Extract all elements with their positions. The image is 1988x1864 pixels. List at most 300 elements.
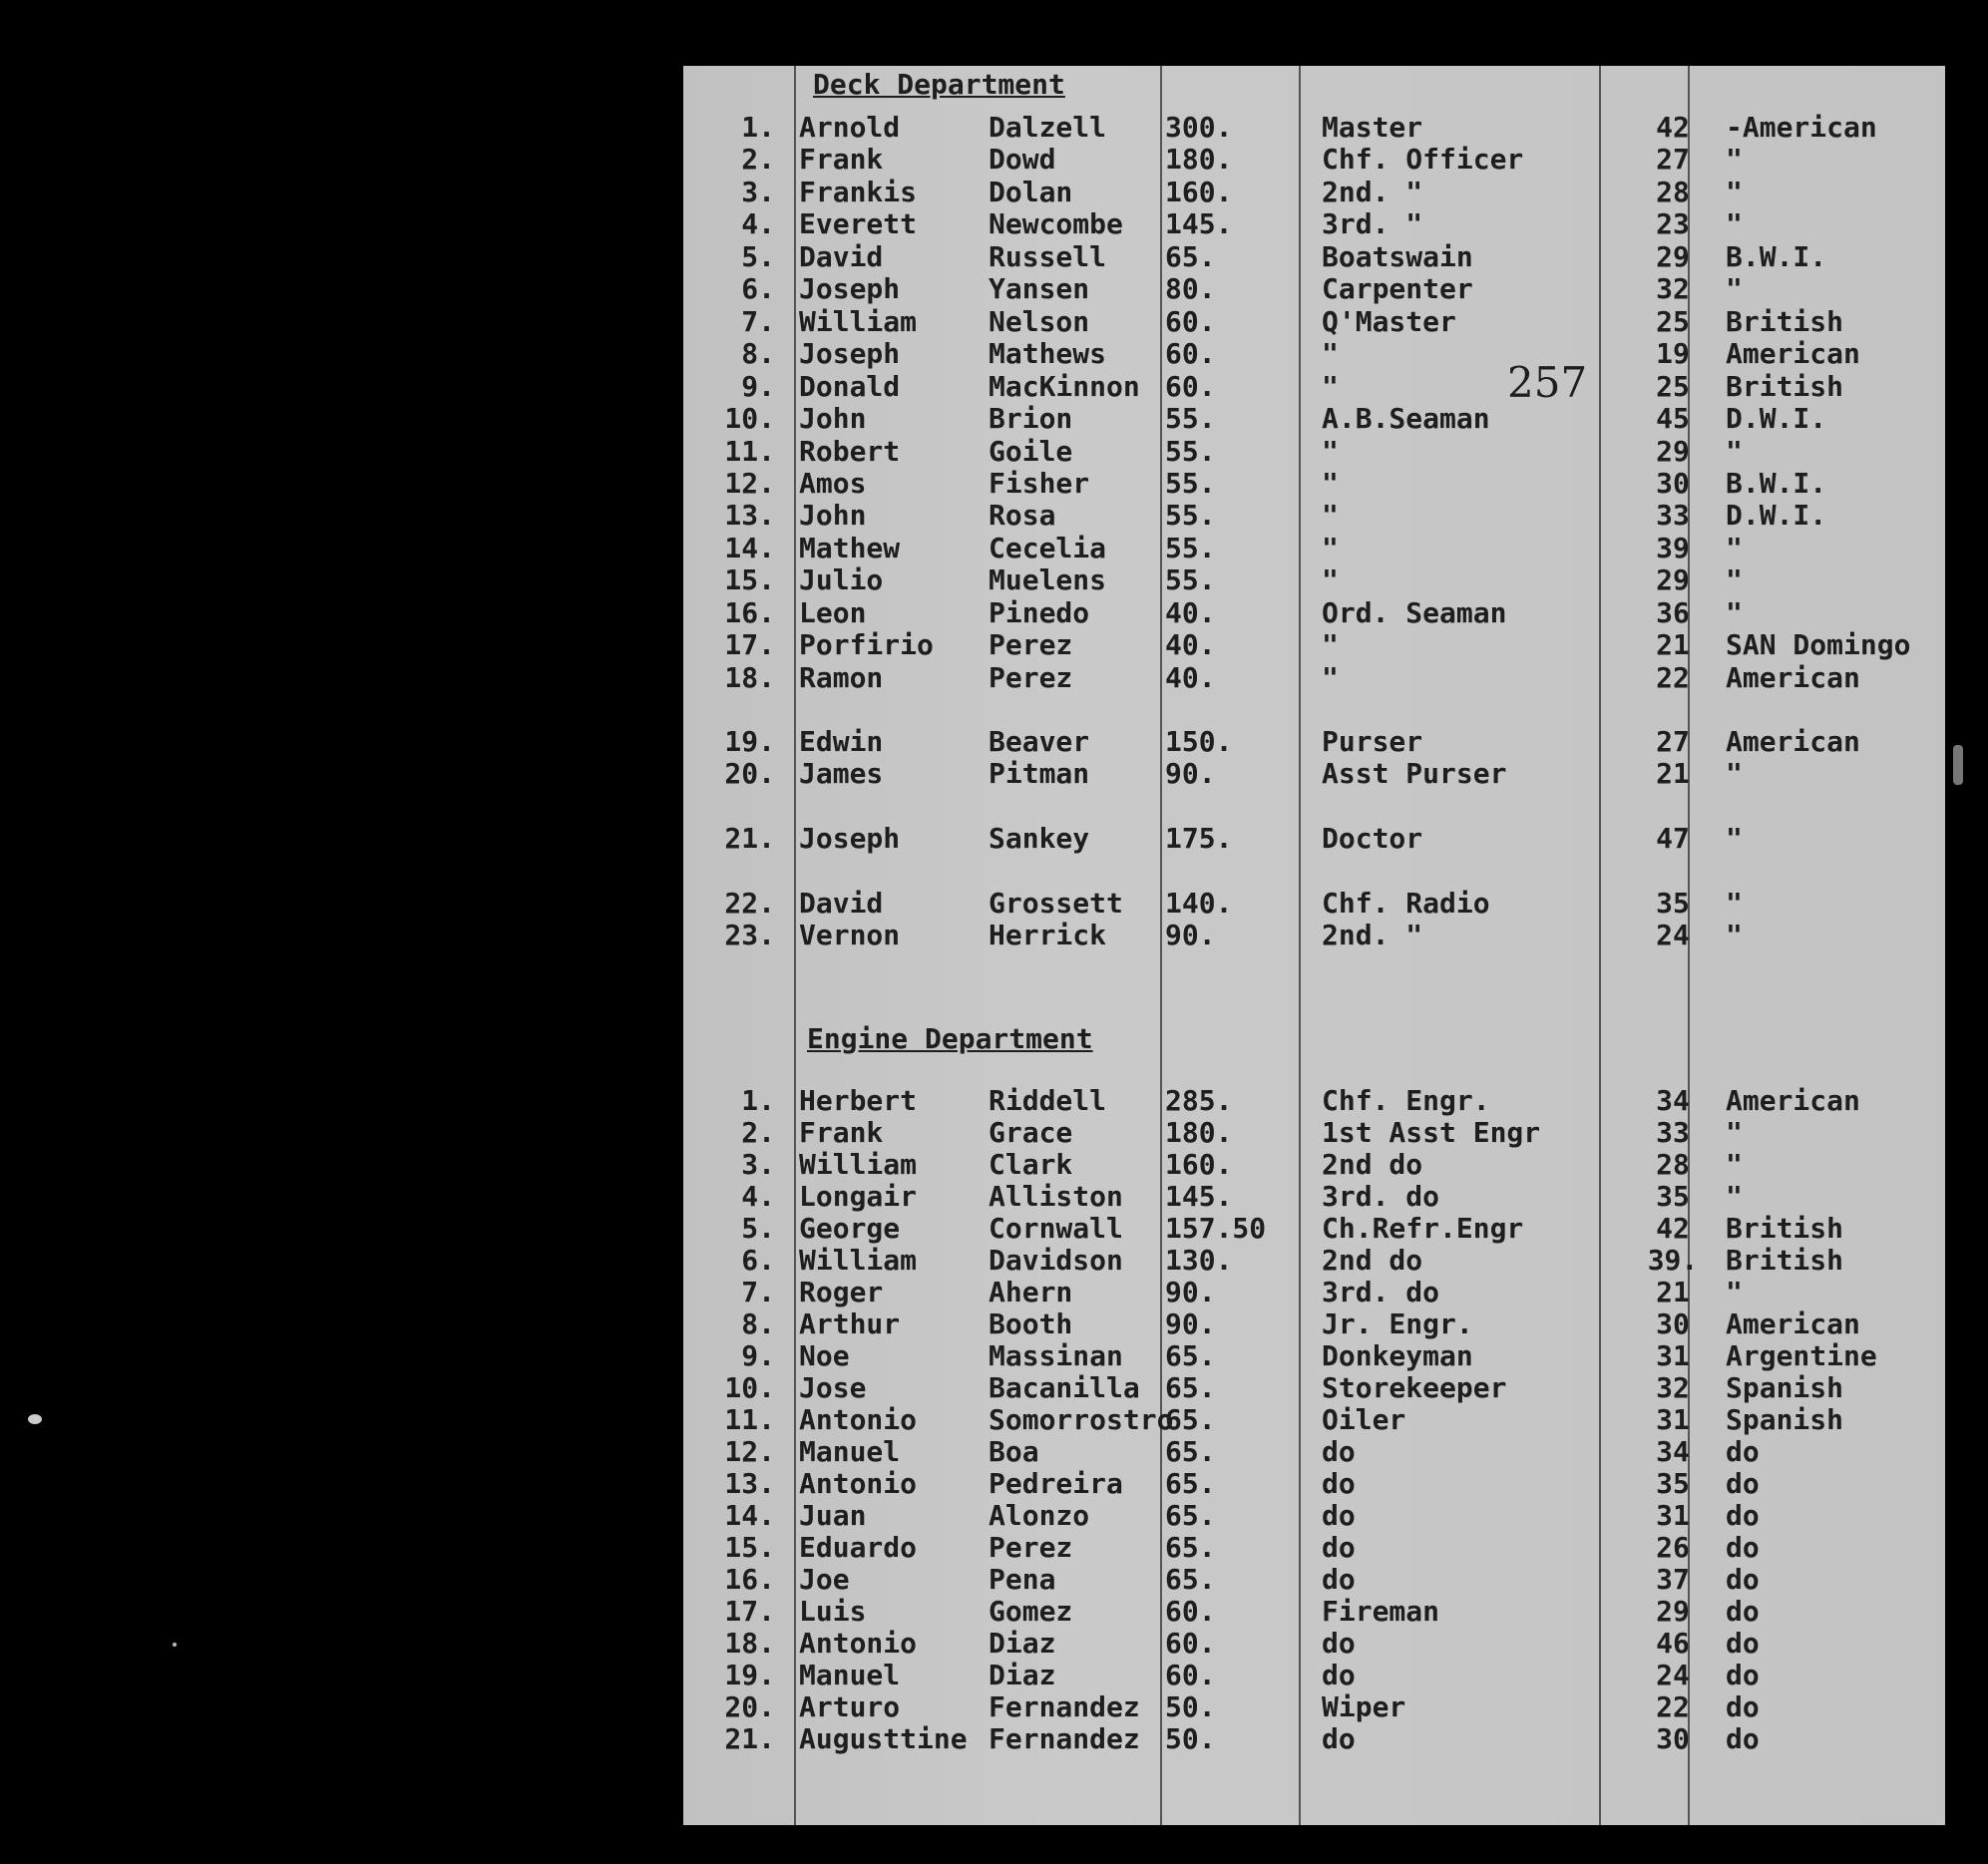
crew-wage: 65.	[1165, 1403, 1216, 1436]
crew-wage: 60.	[1165, 1627, 1216, 1660]
crew-last: Herrick	[989, 919, 1107, 951]
crew-wage: 130.	[1165, 1244, 1233, 1277]
crew-age: 25	[1656, 305, 1690, 338]
crew-num: 5.	[741, 240, 775, 273]
crew-row	[683, 1372, 1945, 1404]
crew-nat: American	[1726, 725, 1860, 758]
crew-wage: 145.	[1165, 1180, 1233, 1213]
crew-num: 18.	[724, 1627, 775, 1660]
crew-wage: 90.	[1165, 1307, 1216, 1340]
crew-nat: do	[1726, 1467, 1760, 1500]
crew-rank: "	[1322, 563, 1339, 596]
crew-rank: Purser	[1322, 725, 1423, 758]
crew-rank: "	[1322, 370, 1339, 403]
crew-num: 22.	[724, 887, 775, 920]
crew-rank: Chf. Radio	[1322, 887, 1490, 920]
crew-num: 8.	[741, 1307, 775, 1340]
crew-nat: "	[1726, 1148, 1743, 1181]
crew-last: Goile	[989, 435, 1073, 468]
crew-row	[683, 306, 1945, 338]
crew-rank: do	[1322, 1531, 1356, 1564]
crew-rank: "	[1322, 467, 1339, 500]
crew-age: 30	[1656, 467, 1690, 500]
crew-last: Perez	[989, 661, 1073, 694]
crew-num: 10.	[724, 402, 775, 435]
crew-num: 9.	[741, 1339, 775, 1372]
crew-num: 21.	[724, 822, 775, 855]
crew-wage: 180.	[1165, 1116, 1233, 1149]
crew-age: 31	[1656, 1339, 1690, 1372]
crew-num: 14.	[724, 532, 775, 564]
crew-row	[683, 564, 1945, 596]
crew-num: 8.	[741, 337, 775, 370]
crew-first: William	[799, 1148, 918, 1181]
crew-age: 42	[1656, 1212, 1690, 1245]
crew-nat: "	[1726, 919, 1743, 951]
crew-num: 10.	[724, 1371, 775, 1404]
crew-wage: 285.	[1165, 1084, 1233, 1117]
crew-wage: 157.50	[1165, 1212, 1267, 1245]
crew-row	[683, 1085, 1945, 1117]
crew-rank: do	[1322, 1467, 1356, 1500]
crew-row	[683, 1564, 1945, 1596]
crew-wage: 175.	[1165, 822, 1233, 855]
crew-rank: Jr. Engr.	[1322, 1307, 1473, 1340]
crew-wage: 65.	[1165, 1339, 1216, 1372]
crew-age: 33	[1656, 499, 1690, 532]
crew-last: Riddell	[989, 1084, 1107, 1117]
crew-wage: 160.	[1165, 1148, 1233, 1181]
crew-row	[683, 1468, 1945, 1500]
crew-row	[683, 1117, 1945, 1149]
crew-row	[683, 208, 1945, 240]
crew-last: Cornwall	[989, 1212, 1123, 1245]
crew-age: 32	[1656, 272, 1690, 305]
crew-first: Julio	[799, 563, 884, 596]
crew-rank: do	[1322, 1435, 1356, 1468]
crew-last: Newcombe	[989, 207, 1123, 240]
crew-nat: D.W.I.	[1726, 499, 1827, 532]
crew-age: 21	[1656, 757, 1690, 790]
crew-row	[683, 1532, 1945, 1564]
crew-last: Brion	[989, 402, 1073, 435]
crew-rank: Ch.Refr.Engr	[1322, 1212, 1524, 1245]
crew-row	[683, 1404, 1945, 1436]
crew-rank: Boatswain	[1322, 240, 1473, 273]
crew-rank: "	[1322, 628, 1339, 661]
crew-nat: B.W.I.	[1726, 467, 1827, 500]
crew-rank: Master	[1322, 111, 1423, 144]
crew-row	[683, 144, 1945, 176]
crew-age: 27	[1656, 143, 1690, 176]
crew-first: Donald	[799, 370, 901, 403]
crew-row	[683, 1436, 1945, 1468]
crew-last: Diaz	[989, 1659, 1056, 1691]
crew-nat: "	[1726, 207, 1743, 240]
crew-first: Augusttine	[799, 1722, 968, 1755]
crew-row	[683, 662, 1945, 694]
crew-age: 31	[1656, 1499, 1690, 1532]
crew-first: Joseph	[799, 337, 901, 370]
crew-rank: 3rd. do	[1322, 1180, 1440, 1213]
crew-row	[683, 758, 1945, 790]
crew-num: 20.	[724, 1690, 775, 1723]
crew-nat: American	[1726, 1084, 1860, 1117]
crew-wage: 65.	[1165, 1531, 1216, 1564]
engine-department-heading: Engine Department	[807, 1022, 1093, 1055]
crew-first: Arturo	[799, 1690, 901, 1723]
crew-row	[683, 112, 1945, 144]
crew-last: Alonzo	[989, 1499, 1090, 1532]
crew-rank: 2nd do	[1322, 1148, 1423, 1181]
crew-first: Roger	[799, 1276, 884, 1308]
crew-row	[683, 1691, 1945, 1723]
crew-first: John	[799, 499, 867, 532]
crew-row	[683, 177, 1945, 208]
crew-wage: 90.	[1165, 757, 1216, 790]
crew-last: Pinedo	[989, 596, 1090, 629]
crew-nat: do	[1726, 1659, 1760, 1691]
crew-num: 3.	[741, 1148, 775, 1181]
crew-row	[683, 1181, 1945, 1213]
crew-last: Gomez	[989, 1595, 1073, 1628]
crew-age: 28	[1656, 176, 1690, 208]
crew-first: Joe	[799, 1563, 850, 1596]
crew-last: Cecelia	[989, 532, 1107, 564]
crew-age: 42	[1656, 111, 1690, 144]
crew-first: Everett	[799, 207, 918, 240]
crew-nat: do	[1726, 1627, 1760, 1660]
crew-wage: 50.	[1165, 1722, 1216, 1755]
crew-first: James	[799, 757, 884, 790]
crew-age: 46	[1656, 1627, 1690, 1660]
crew-rank: Fireman	[1322, 1595, 1440, 1628]
crew-age: 37	[1656, 1563, 1690, 1596]
crew-nat: D.W.I.	[1726, 402, 1827, 435]
document-page	[683, 66, 1945, 1825]
crew-last: Grossett	[989, 887, 1123, 920]
crew-age: 29	[1656, 435, 1690, 468]
crew-age: 29	[1656, 1595, 1690, 1628]
crew-first: Amos	[799, 467, 867, 500]
crew-num: 7.	[741, 1276, 775, 1308]
crew-num: 20.	[724, 757, 775, 790]
crew-rank: Asst Purser	[1322, 757, 1507, 790]
crew-row	[683, 273, 1945, 305]
crew-rank: "	[1322, 532, 1339, 564]
crew-row	[683, 920, 1945, 951]
crew-last: Boa	[989, 1435, 1039, 1468]
crew-age: 31	[1656, 1403, 1690, 1436]
crew-rank: 3rd. do	[1322, 1276, 1440, 1308]
crew-nat: do	[1726, 1531, 1760, 1564]
crew-wage: 50.	[1165, 1690, 1216, 1723]
crew-wage: 55.	[1165, 532, 1216, 564]
crew-nat: "	[1726, 532, 1743, 564]
crew-rank: 1st Asst Engr	[1322, 1116, 1541, 1149]
crew-row	[683, 1277, 1945, 1308]
crew-nat: British	[1726, 1244, 1844, 1277]
crew-last: Somorrostro	[989, 1403, 1174, 1436]
crew-age: 39	[1656, 532, 1690, 564]
crew-num: 13.	[724, 499, 775, 532]
crew-first: Robert	[799, 435, 901, 468]
crew-nat: "	[1726, 435, 1743, 468]
crew-wage: 55.	[1165, 402, 1216, 435]
crew-age: 19	[1656, 337, 1690, 370]
crew-last: Grace	[989, 1116, 1073, 1149]
crew-wage: 60.	[1165, 1595, 1216, 1628]
crew-rank: "	[1322, 661, 1339, 694]
crew-row	[683, 241, 1945, 273]
crew-wage: 55.	[1165, 563, 1216, 596]
crew-age: 22	[1656, 661, 1690, 694]
crew-row	[683, 726, 1945, 758]
crew-last: Russell	[989, 240, 1107, 273]
crew-age: 47	[1656, 822, 1690, 855]
crew-wage: 40.	[1165, 596, 1216, 629]
crew-wage: 65.	[1165, 1435, 1216, 1468]
crew-nat: British	[1726, 1212, 1844, 1245]
crew-first: William	[799, 305, 918, 338]
crew-wage: 80.	[1165, 272, 1216, 305]
crew-first: George	[799, 1212, 901, 1245]
crew-wage: 65.	[1165, 240, 1216, 273]
crew-rank: Storekeeper	[1322, 1371, 1507, 1404]
crew-age: 32	[1656, 1371, 1690, 1404]
crew-nat: do	[1726, 1595, 1760, 1628]
crew-num: 6.	[741, 272, 775, 305]
crew-last: MacKinnon	[989, 370, 1140, 403]
crew-wage: 40.	[1165, 628, 1216, 661]
crew-wage: 60.	[1165, 370, 1216, 403]
crew-age: 33	[1656, 1116, 1690, 1149]
crew-num: 18.	[724, 661, 775, 694]
crew-rank: "	[1322, 337, 1339, 370]
crew-age: 21	[1656, 628, 1690, 661]
crew-age: 34	[1656, 1435, 1690, 1468]
crew-first: Frank	[799, 1116, 884, 1149]
crew-nat: American	[1726, 1307, 1860, 1340]
crew-nat: "	[1726, 887, 1743, 920]
crew-nat: "	[1726, 176, 1743, 208]
crew-age: 21	[1656, 1276, 1690, 1308]
crew-row	[683, 403, 1945, 435]
crew-age: 28	[1656, 1148, 1690, 1181]
crew-nat: American	[1726, 661, 1860, 694]
crew-first: Manuel	[799, 1435, 901, 1468]
crew-last: Perez	[989, 628, 1073, 661]
crew-num: 12.	[724, 467, 775, 500]
crew-row	[683, 1340, 1945, 1372]
crew-wage: 90.	[1165, 919, 1216, 951]
crew-last: Muelens	[989, 563, 1107, 596]
crew-nat: "	[1726, 272, 1743, 305]
crew-first: Frankis	[799, 176, 918, 208]
crew-age: 24	[1656, 1659, 1690, 1691]
crew-last: Fernandez	[989, 1690, 1140, 1723]
crew-wage: 300.	[1165, 111, 1233, 144]
crew-num: 11.	[724, 435, 775, 468]
crew-row	[683, 500, 1945, 532]
crew-nat: SAN Domingo	[1726, 628, 1911, 661]
crew-rank: do	[1322, 1659, 1356, 1691]
crew-row	[683, 533, 1945, 564]
crew-first: Manuel	[799, 1659, 901, 1691]
crew-num: 17.	[724, 1595, 775, 1628]
crew-rank: Chf. Officer	[1322, 143, 1524, 176]
crew-nat: British	[1726, 370, 1844, 403]
crew-first: Joseph	[799, 272, 901, 305]
crew-age: 24	[1656, 919, 1690, 951]
crew-wage: 40.	[1165, 661, 1216, 694]
crew-age: 30	[1656, 1307, 1690, 1340]
crew-num: 1.	[741, 111, 775, 144]
crew-row	[683, 1660, 1945, 1691]
crew-first: William	[799, 1244, 918, 1277]
crew-first: Vernon	[799, 919, 901, 951]
crew-nat: American	[1726, 337, 1860, 370]
crew-row	[683, 1500, 1945, 1532]
crew-last: Massinan	[989, 1339, 1123, 1372]
crew-row	[683, 371, 1945, 403]
crew-nat: -American	[1726, 111, 1877, 144]
crew-num: 2.	[741, 143, 775, 176]
crew-nat: Spanish	[1726, 1403, 1844, 1436]
crew-first: Longair	[799, 1180, 918, 1213]
crew-rank: A.B.Seaman	[1322, 402, 1490, 435]
crew-nat: Argentine	[1726, 1339, 1877, 1372]
crew-first: Frank	[799, 143, 884, 176]
crew-num: 11.	[724, 1403, 775, 1436]
crew-last: Fernandez	[989, 1722, 1140, 1755]
crew-first: David	[799, 240, 884, 273]
crew-nat: do	[1726, 1435, 1760, 1468]
crew-row	[683, 823, 1945, 855]
crew-rank: Q'Master	[1322, 305, 1456, 338]
crew-num: 21.	[724, 1722, 775, 1755]
crew-row	[683, 1308, 1945, 1340]
crew-row	[683, 629, 1945, 661]
crew-last: Dowd	[989, 143, 1056, 176]
crew-wage: 65.	[1165, 1371, 1216, 1404]
crew-nat: "	[1726, 1116, 1743, 1149]
crew-first: Antonio	[799, 1467, 918, 1500]
crew-last: Rosa	[989, 499, 1056, 532]
crew-num: 15.	[724, 1531, 775, 1564]
page-number-stamp: 257	[1507, 358, 1588, 407]
crew-last: Dolan	[989, 176, 1073, 208]
crew-age: 35	[1656, 887, 1690, 920]
crew-rank: Carpenter	[1322, 272, 1473, 305]
crew-nat: "	[1726, 563, 1743, 596]
crew-first: Herbert	[799, 1084, 918, 1117]
crew-wage: 60.	[1165, 305, 1216, 338]
crew-wage: 145.	[1165, 207, 1233, 240]
crew-first: Arthur	[799, 1307, 901, 1340]
crew-wage: 55.	[1165, 499, 1216, 532]
crew-first: Leon	[799, 596, 867, 629]
crew-rank: do	[1322, 1563, 1356, 1596]
crew-first: Eduardo	[799, 1531, 918, 1564]
crew-first: John	[799, 402, 867, 435]
crew-nat: British	[1726, 305, 1844, 338]
crew-age: 25	[1656, 370, 1690, 403]
crew-nat: "	[1726, 822, 1743, 855]
crew-row	[683, 597, 1945, 629]
crew-rank: Oiler	[1322, 1403, 1406, 1436]
crew-last: Dalzell	[989, 111, 1107, 144]
crew-rank: do	[1322, 1627, 1356, 1660]
crew-wage: 60.	[1165, 1659, 1216, 1691]
crew-nat: Spanish	[1726, 1371, 1844, 1404]
crew-first: Luis	[799, 1595, 867, 1628]
crew-num: 12.	[724, 1435, 775, 1468]
crew-first: Jose	[799, 1371, 867, 1404]
crew-last: Clark	[989, 1148, 1073, 1181]
crew-nat: "	[1726, 1180, 1743, 1213]
crew-num: 15.	[724, 563, 775, 596]
crew-rank: 2nd. "	[1322, 919, 1423, 951]
deck-department-heading: Deck Department	[813, 68, 1065, 101]
crew-row	[683, 1213, 1945, 1245]
crew-nat: "	[1726, 757, 1743, 790]
crew-rank: 2nd. "	[1322, 176, 1423, 208]
crew-first: Mathew	[799, 532, 901, 564]
crew-nat: B.W.I.	[1726, 240, 1827, 273]
crew-rank: Donkeyman	[1322, 1339, 1473, 1372]
crew-nat: "	[1726, 143, 1743, 176]
crew-wage: 65.	[1165, 1563, 1216, 1596]
crew-num: 1.	[741, 1084, 775, 1117]
crew-last: Nelson	[989, 305, 1090, 338]
crew-row	[683, 1149, 1945, 1181]
crew-last: Sankey	[989, 822, 1090, 855]
crew-rank: 2nd do	[1322, 1244, 1423, 1277]
crew-num: 13.	[724, 1467, 775, 1500]
crew-num: 3.	[741, 176, 775, 208]
crew-row	[683, 1596, 1945, 1628]
crew-wage: 90.	[1165, 1276, 1216, 1308]
crew-nat: "	[1726, 1276, 1743, 1308]
crew-num: 16.	[724, 596, 775, 629]
crew-age: 35	[1656, 1180, 1690, 1213]
crew-last: Alliston	[989, 1180, 1123, 1213]
crew-age: 45	[1656, 402, 1690, 435]
crew-row	[683, 468, 1945, 500]
crew-row	[683, 1723, 1945, 1755]
crew-num: 5.	[741, 1212, 775, 1245]
crew-rank: do	[1322, 1499, 1356, 1532]
crew-age: 34	[1656, 1084, 1690, 1117]
crew-last: Davidson	[989, 1244, 1123, 1277]
crew-nat: do	[1726, 1690, 1760, 1723]
crew-wage: 180.	[1165, 143, 1233, 176]
crew-last: Pena	[989, 1563, 1056, 1596]
crew-wage: 55.	[1165, 467, 1216, 500]
crew-age: 36	[1656, 596, 1690, 629]
crew-age: 29	[1656, 240, 1690, 273]
crew-last: Fisher	[989, 467, 1090, 500]
crew-row	[683, 1628, 1945, 1660]
crew-rank: Chf. Engr.	[1322, 1084, 1490, 1117]
crew-age: 27	[1656, 725, 1690, 758]
crew-nat: do	[1726, 1499, 1760, 1532]
crew-num: 7.	[741, 305, 775, 338]
crew-first: Ramon	[799, 661, 884, 694]
crew-last: Bacanilla	[989, 1371, 1140, 1404]
crew-nat: do	[1726, 1722, 1760, 1755]
